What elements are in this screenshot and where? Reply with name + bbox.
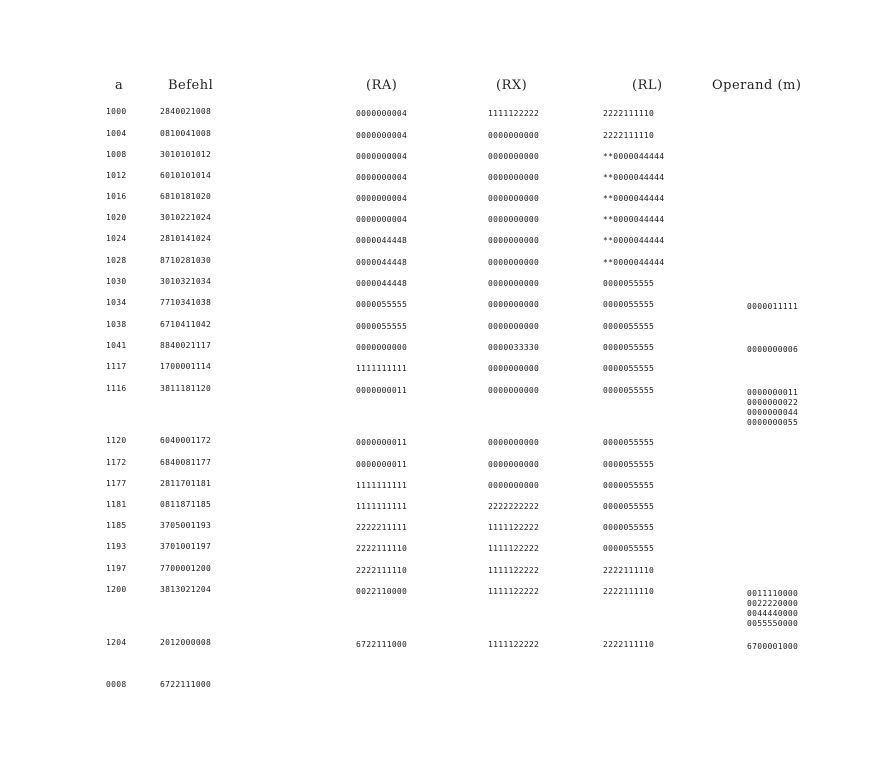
cell-a: 1193 <box>106 542 127 551</box>
operand-value: 6700001000 <box>747 642 799 651</box>
cell-ra: 0000000000 <box>356 343 408 352</box>
cell-operand <box>747 589 798 629</box>
cell-ra: 0000000004 <box>356 194 408 203</box>
cell-ra: 0000000004 <box>356 109 408 118</box>
cell-rx: 0000000000 <box>488 438 540 447</box>
operand-value: 0000000055 <box>747 418 799 427</box>
cell-befehl: 8840021117 <box>160 341 212 350</box>
cell-rx: 1111122222 <box>488 587 540 596</box>
cell-befehl: 0810041008 <box>160 129 212 138</box>
cell-ra: 0000000011 <box>356 460 408 469</box>
operand-value: 0055550000 <box>747 619 799 628</box>
operand-value: 0000000006 <box>747 345 799 354</box>
cell-a: 1204 <box>106 638 127 647</box>
cell-befehl: 3813021204 <box>160 585 212 594</box>
cell-ra: 6722111000 <box>356 640 408 649</box>
cell-a: 1012 <box>106 171 127 180</box>
cell-rx: 0000000000 <box>488 131 540 140</box>
cell-befehl: 3010221024 <box>160 213 212 222</box>
cell-a: 1116 <box>106 384 127 393</box>
cell-a: 1034 <box>106 298 127 307</box>
cell-rl: 2222111110 <box>603 131 655 140</box>
cell-rl: 0000055555 <box>603 481 655 490</box>
cell-befehl: 3811181120 <box>160 384 212 393</box>
cell-ra: 0000000004 <box>356 152 408 161</box>
cell-a: 1000 <box>106 107 127 116</box>
cell-befehl: 6710411042 <box>160 320 212 329</box>
cell-befehl: 3705001193 <box>160 521 212 530</box>
cell-rl: 2222111110 <box>603 109 655 118</box>
header-a: a <box>115 78 124 93</box>
cell-rl: **0000044444 <box>603 152 665 161</box>
cell-befehl: 6810181020 <box>160 192 212 201</box>
cell-befehl: 2811701181 <box>160 479 212 488</box>
cell-rl: **0000044444 <box>603 258 665 267</box>
cell-rx: 0000033330 <box>488 343 540 352</box>
cell-rl: 0000055555 <box>603 279 655 288</box>
cell-rl: 0000055555 <box>603 438 655 447</box>
cell-a: 1024 <box>106 234 127 243</box>
cell-a: 0008 <box>106 680 127 689</box>
cell-operand <box>747 642 798 652</box>
cell-rx: 1111122222 <box>488 544 540 553</box>
cell-ra: 0000000011 <box>356 386 408 395</box>
cell-a: 1004 <box>106 129 127 138</box>
cell-rx: 0000000000 <box>488 279 540 288</box>
cell-a: 1181 <box>106 500 127 509</box>
cell-rl: 0000055555 <box>603 523 655 532</box>
cell-ra: 1111111111 <box>356 364 408 373</box>
cell-ra: 2222111110 <box>356 544 408 553</box>
cell-rx: 0000000000 <box>488 364 540 373</box>
cell-a: 1177 <box>106 479 127 488</box>
cell-rx: 0000000000 <box>488 300 540 309</box>
cell-rl: **0000044444 <box>603 215 665 224</box>
cell-rx: 1111122222 <box>488 566 540 575</box>
cell-rl: 0000055555 <box>603 322 655 331</box>
cell-rx: 0000000000 <box>488 215 540 224</box>
cell-befehl: 6840081177 <box>160 458 212 467</box>
cell-befehl: 6040001172 <box>160 436 212 445</box>
header-rl: (RL) <box>632 78 663 93</box>
cell-befehl: 3010101012 <box>160 150 212 159</box>
cell-rx: 0000000000 <box>488 258 540 267</box>
cell-ra: 0000000011 <box>356 438 408 447</box>
cell-befehl: 1700001114 <box>160 362 212 371</box>
cell-ra: 1111111111 <box>356 481 408 490</box>
cell-a: 1172 <box>106 458 127 467</box>
cell-ra: 0000044448 <box>356 258 408 267</box>
cell-ra: 0000055555 <box>356 300 408 309</box>
cell-ra: 2222211111 <box>356 523 408 532</box>
cell-befehl: 6010101014 <box>160 171 212 180</box>
cell-a: 1200 <box>106 585 127 594</box>
operand-value: 0011110000 <box>747 589 799 598</box>
cell-a: 1117 <box>106 362 127 371</box>
cell-rx: 0000000000 <box>488 386 540 395</box>
operand-value: 0000000011 <box>747 388 799 397</box>
cell-rx: 2222222222 <box>488 502 540 511</box>
cell-rx: 1111122222 <box>488 109 540 118</box>
cell-a: 1020 <box>106 213 127 222</box>
header-ra: (RA) <box>366 78 398 93</box>
cell-rx: 0000000000 <box>488 322 540 331</box>
cell-rl: 0000055555 <box>603 386 655 395</box>
cell-rl: **0000044444 <box>603 236 665 245</box>
cell-a: 1041 <box>106 341 127 350</box>
operand-value: 0000011111 <box>747 302 799 311</box>
cell-rx: 0000000000 <box>488 460 540 469</box>
cell-a: 1008 <box>106 150 127 159</box>
cell-rx: 0000000000 <box>488 152 540 161</box>
cell-befehl: 0811871185 <box>160 500 212 509</box>
cell-ra: 0000044448 <box>356 236 408 245</box>
operand-value: 0000000022 <box>747 398 799 407</box>
header-rx: (RX) <box>496 78 528 93</box>
header-operand: Operand (m) <box>712 78 802 93</box>
cell-befehl: 2840021008 <box>160 107 212 116</box>
cell-rl: **0000044444 <box>603 173 665 182</box>
cell-rx: 0000000000 <box>488 236 540 245</box>
cell-a: 1120 <box>106 436 127 445</box>
cell-befehl: 8710281030 <box>160 256 212 265</box>
cell-rl: **0000044444 <box>603 194 665 203</box>
cell-a: 1038 <box>106 320 127 329</box>
cell-befehl: 7700001200 <box>160 564 212 573</box>
cell-befehl: 2810141024 <box>160 234 212 243</box>
cell-befehl: 3701001197 <box>160 542 212 551</box>
cell-ra: 0022110000 <box>356 587 408 596</box>
cell-operand <box>747 302 798 312</box>
cell-rl: 0000055555 <box>603 544 655 553</box>
cell-rl: 0000055555 <box>603 343 655 352</box>
cell-a: 1016 <box>106 192 127 201</box>
cell-rx: 0000000000 <box>488 481 540 490</box>
cell-rl: 2222111110 <box>603 640 655 649</box>
cell-befehl: 7710341038 <box>160 298 212 307</box>
operand-value: 0044440000 <box>747 609 799 618</box>
cell-rl: 2222111110 <box>603 566 655 575</box>
cell-a: 1028 <box>106 256 127 265</box>
cell-ra: 0000055555 <box>356 322 408 331</box>
cell-ra: 0000044448 <box>356 279 408 288</box>
cell-operand <box>747 345 798 355</box>
cell-rl: 0000055555 <box>603 364 655 373</box>
cell-rl: 0000055555 <box>603 502 655 511</box>
cell-a: 1185 <box>106 521 127 530</box>
cell-ra: 0000000004 <box>356 215 408 224</box>
cell-rl: 0000055555 <box>603 460 655 469</box>
cell-befehl: 2012000008 <box>160 638 212 647</box>
cell-a: 1030 <box>106 277 127 286</box>
operand-value: 0022220000 <box>747 599 799 608</box>
cell-a: 1197 <box>106 564 127 573</box>
cell-ra: 1111111111 <box>356 502 408 511</box>
cell-ra: 0000000004 <box>356 173 408 182</box>
cell-rx: 1111122222 <box>488 640 540 649</box>
header-befehl: Befehl <box>168 78 214 93</box>
cell-ra: 2222111110 <box>356 566 408 575</box>
operand-value: 0000000044 <box>747 408 799 417</box>
cell-befehl: 6722111000 <box>160 680 212 689</box>
cell-ra: 0000000004 <box>356 131 408 140</box>
cell-befehl: 3010321034 <box>160 277 212 286</box>
cell-rx: 1111122222 <box>488 523 540 532</box>
cell-rl: 2222111110 <box>603 587 655 596</box>
cell-rx: 0000000000 <box>488 173 540 182</box>
cell-rl: 0000055555 <box>603 300 655 309</box>
cell-operand <box>747 388 798 428</box>
cell-rx: 0000000000 <box>488 194 540 203</box>
